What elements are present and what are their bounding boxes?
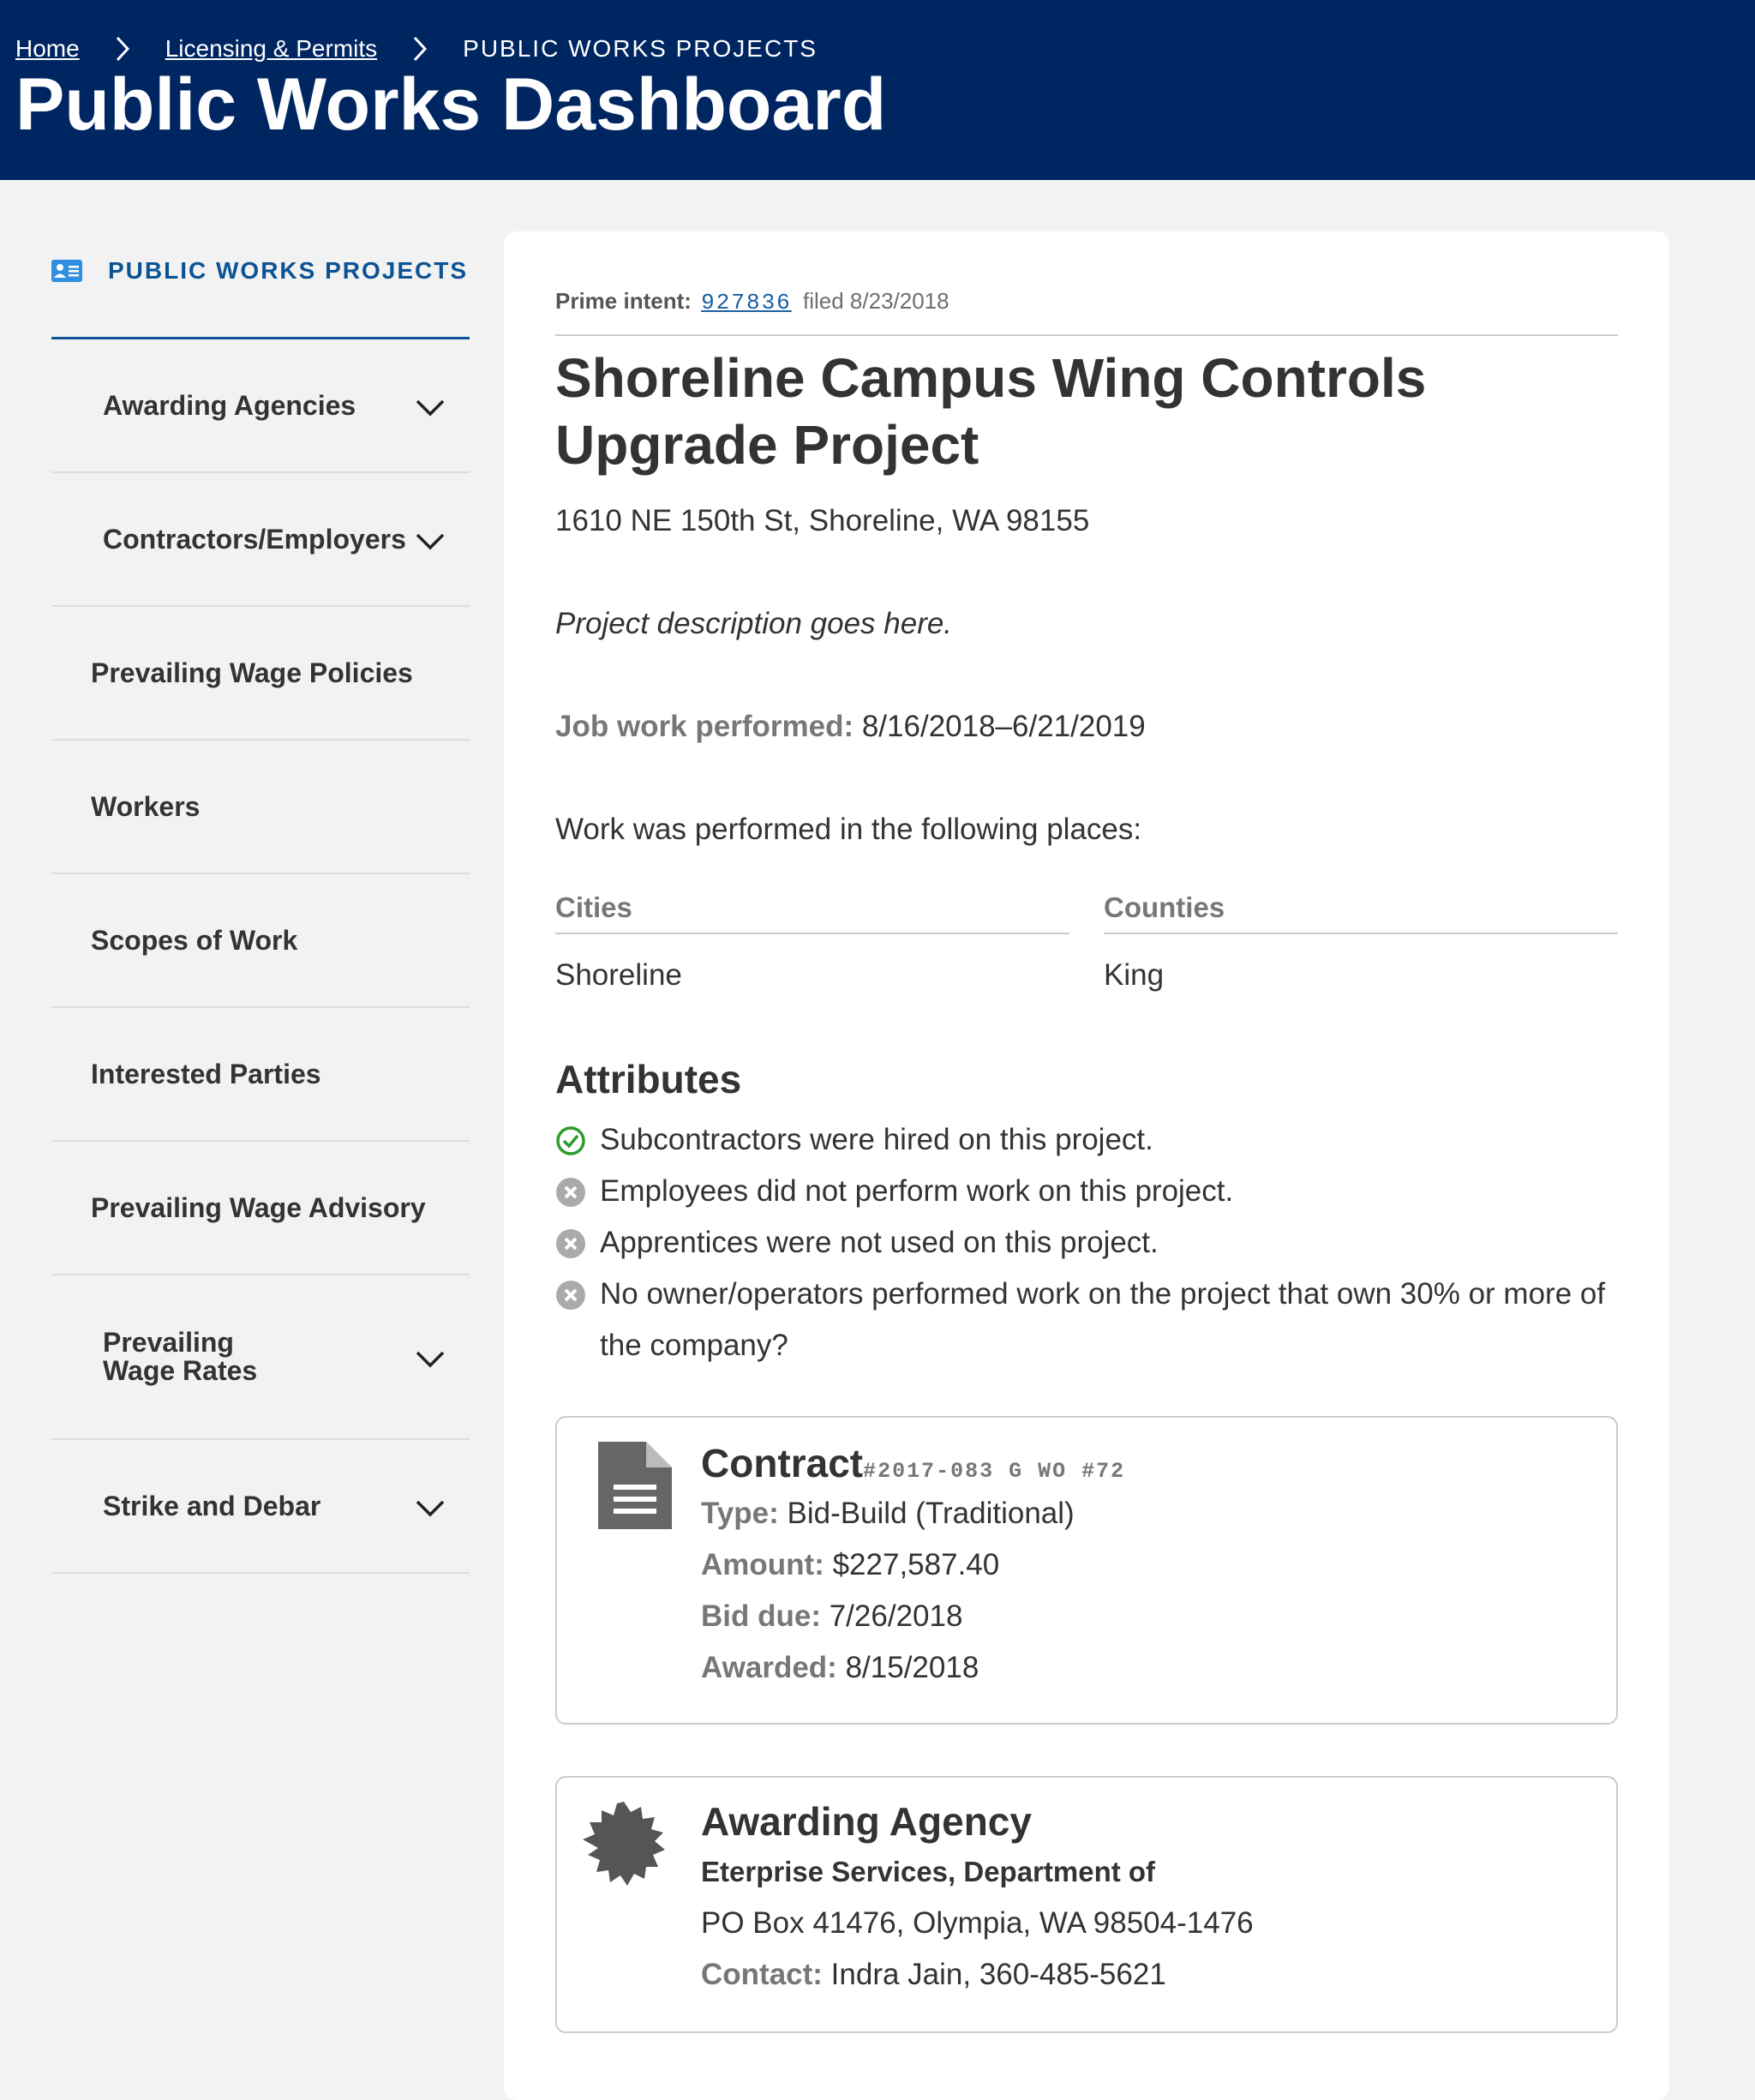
prime-intent [555,283,1618,336]
contract-title [701,1440,1125,1486]
sidebar-item-contractors-employers[interactable] [51,473,470,607]
agency-contact-label: Contact: [701,1958,823,1991]
cities-header: Cities [555,891,1069,934]
sidebar-item-label: Strike and Debar [103,1490,321,1521]
contract-awarded [701,1642,1125,1694]
attribute-text: No owner/operators performed work on the project that own 30% or more of the company? [600,1277,1606,1362]
sidebar-item-workers[interactable] [51,741,470,874]
sidebar-item-scopes-of-work[interactable] [51,874,470,1008]
chevron-right-icon [80,33,165,65]
sidebar-item-label: Interested Parties [91,1058,321,1089]
project-address: 1610 NE 150th St, Shoreline, WA 98155 [555,504,1090,537]
places-intro: Work was performed in the following places: [555,813,1142,846]
contract-heading: Contract [701,1441,864,1485]
contract-number: #2017-083 G WO #72 [863,1459,1126,1484]
breadcrumb-licensing-link[interactable]: Licensing & Permits [165,35,378,62]
chevron-down-icon [415,1499,446,1518]
check-circle-icon [555,1125,586,1156]
attribute-item [555,1269,1618,1371]
attribute-item [555,1217,1618,1269]
counties-value: King [1104,958,1165,992]
contract-awarded-value: 8/15/2018 [845,1651,979,1684]
attribute-text: Subcontractors were hired on this project. [600,1123,1153,1156]
sidebar-heading[interactable] [51,231,470,339]
agency-name: Eterprise Services, Department of [701,1856,1156,1887]
agency-heading: Awarding Agency [701,1799,1032,1844]
attribute-text: Employees did not perform work on this project. [600,1174,1234,1208]
agency-contact [701,1949,1254,2001]
contract-bid-label: Bid due: [701,1599,821,1633]
awarding-agency-box [555,1776,1618,2033]
document-icon [598,1442,672,1529]
breadcrumb-current: PUBLIC WORKS PROJECTS [463,35,818,62]
contract-amount-value: $227,587.40 [832,1548,1000,1581]
contract-bid-value: 7/26/2018 [829,1599,963,1633]
chevron-down-icon [415,1350,446,1369]
sidebar [51,231,470,1574]
seal-badge-icon [579,1800,668,1889]
prime-intent-label: Prime intent: [555,288,692,314]
contract-amount [701,1539,1125,1591]
contract-box [555,1416,1618,1725]
counties-column [1104,891,1618,993]
x-circle-icon [555,1280,586,1311]
sidebar-item-prevailing-wage-rates[interactable] [51,1275,470,1440]
job-work-performed [555,710,1618,744]
sidebar-item-label: Workers [91,790,201,822]
prime-intent-number-link[interactable]: 927836 [701,290,792,315]
contract-type-label: Type: [701,1497,779,1530]
x-circle-icon [555,1177,586,1208]
agency-details [701,1798,1254,2001]
sidebar-item-label: Prevailing Wage Policies [91,657,413,688]
filed-date: filed 8/23/2018 [803,288,949,314]
sidebar-item-label: Prevailing Wage Advisory [91,1191,426,1223]
sidebar-heading-label: PUBLIC WORKS PROJECTS [108,257,469,284]
chevron-down-icon [415,399,446,417]
contract-type [701,1488,1125,1539]
page-header [0,0,1755,180]
breadcrumb-home-link[interactable]: Home [15,35,80,62]
job-work-dates: 8/16/2018–6/21/2019 [861,710,1146,743]
sidebar-item-interested-parties[interactable] [51,1008,470,1142]
attribute-item [555,1114,1618,1166]
contract-amount-label: Amount: [701,1548,824,1581]
chevron-down-icon [415,532,446,551]
id-card-icon [51,260,82,282]
sidebar-item-label: Contractors/Employers [103,523,406,555]
agency-contact-value: Indra Jain, 360-485-5621 [830,1958,1166,1991]
page-title: Public Works Dashboard [15,63,887,146]
job-work-label: Job work performed: [555,710,854,743]
project-card [504,231,1669,2100]
attributes-heading: Attributes [555,1057,742,1101]
sidebar-item-prevailing-wage-advisory[interactable] [51,1142,470,1275]
agency-address: PO Box 41476, Olympia, WA 98504-1476 [701,1906,1254,1940]
chevron-right-icon [377,33,463,65]
places-table [555,891,1618,1003]
contract-details [701,1440,1125,1694]
attributes-list [555,1114,1618,1371]
cities-value: Shoreline [555,958,682,992]
sidebar-item-label: Prevailing Wage Rates [103,1327,258,1386]
breadcrumb [15,33,818,65]
contract-bid-due [701,1591,1125,1642]
sidebar-item-strike-and-debar[interactable] [51,1440,470,1574]
project-description: Project description goes here. [555,607,953,640]
attribute-item [555,1166,1618,1217]
contract-awarded-label: Awarded: [701,1651,837,1684]
sidebar-item-awarding-agencies[interactable] [51,339,470,473]
attribute-text: Apprentices were not used on this project. [600,1226,1159,1259]
contract-type-value: Bid-Build (Traditional) [787,1497,1075,1530]
sidebar-item-prevailing-wage-policies[interactable] [51,607,470,741]
x-circle-icon [555,1228,586,1259]
project-title: Shoreline Campus Wing Controls Upgrade Project [555,347,1427,476]
sidebar-item-label: Awarding Agencies [103,389,356,421]
sidebar-item-label: Scopes of Work [91,924,298,956]
counties-header: Counties [1104,891,1618,934]
cities-column [555,891,1069,993]
